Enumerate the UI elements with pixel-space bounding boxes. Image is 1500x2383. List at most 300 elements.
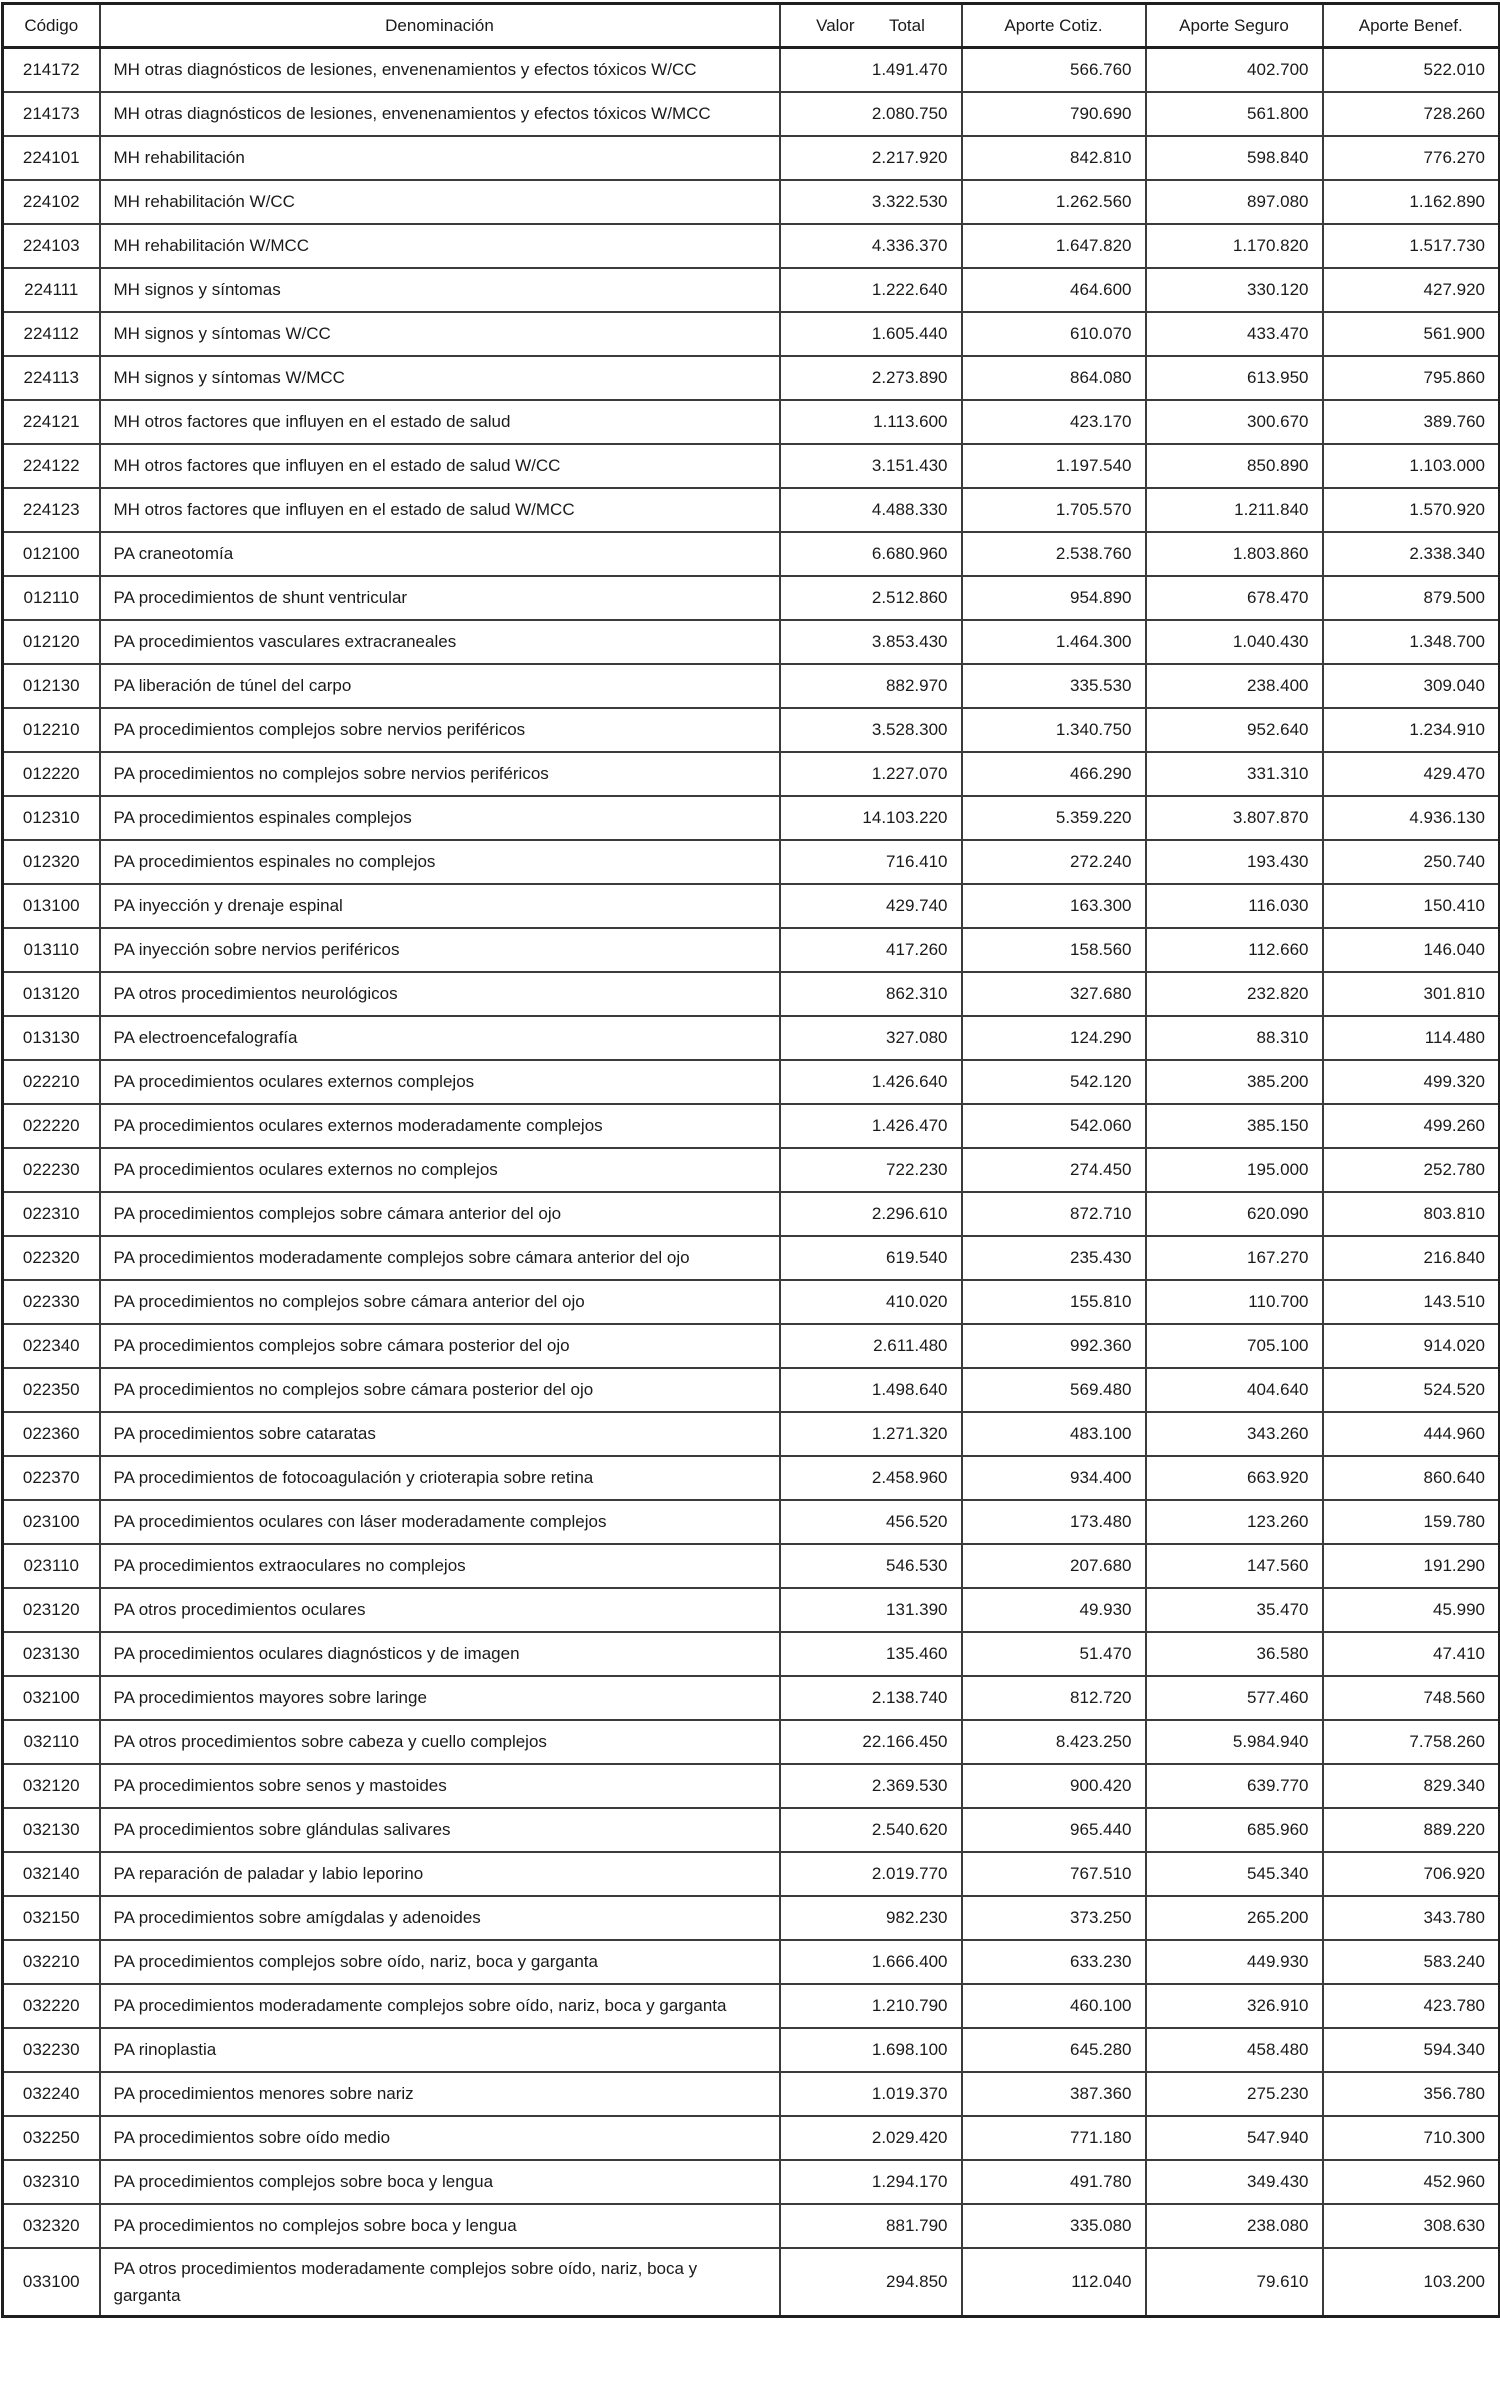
- cell-valor-total: 2.296.610: [780, 1192, 962, 1236]
- cell-aporte-seguro: 678.470: [1146, 576, 1323, 620]
- cell-codigo: 224121: [3, 400, 100, 444]
- cell-codigo: 012100: [3, 532, 100, 576]
- cell-aporte-seguro: 639.770: [1146, 1764, 1323, 1808]
- cell-codigo: 224101: [3, 136, 100, 180]
- cell-aporte-cotiz: 1.705.570: [962, 488, 1146, 532]
- cell-aporte-cotiz: 335.530: [962, 664, 1146, 708]
- cell-denominacion: PA procedimientos moderadamente complejos sobre oído, nariz, boca y garganta: [100, 1984, 780, 2028]
- cell-aporte-seguro: 79.610: [1146, 2248, 1323, 2317]
- table-row: [3, 136, 1500, 180]
- cell-aporte-benef: 114.480: [1323, 1016, 1500, 1060]
- cell-denominacion: PA procedimientos oculares con láser moderadamente complejos: [100, 1500, 780, 1544]
- table-row: [3, 1236, 1500, 1280]
- cell-aporte-seguro: 36.580: [1146, 1632, 1323, 1676]
- cell-codigo: 224123: [3, 488, 100, 532]
- header-row: [3, 4, 1500, 48]
- cell-codigo: 032110: [3, 1720, 100, 1764]
- cell-aporte-benef: 2.338.340: [1323, 532, 1500, 576]
- cell-codigo: 032310: [3, 2160, 100, 2204]
- cell-aporte-benef: 47.410: [1323, 1632, 1500, 1676]
- cell-codigo: 022370: [3, 1456, 100, 1500]
- table-row: [3, 224, 1500, 268]
- table-row: [3, 268, 1500, 312]
- cell-aporte-cotiz: 51.470: [962, 1632, 1146, 1676]
- cell-aporte-seguro: 545.340: [1146, 1852, 1323, 1896]
- cell-aporte-seguro: 705.100: [1146, 1324, 1323, 1368]
- cell-aporte-benef: 343.780: [1323, 1896, 1500, 1940]
- cell-codigo: 032250: [3, 2116, 100, 2160]
- cell-valor-total: 1.113.600: [780, 400, 962, 444]
- table-row: [3, 972, 1500, 1016]
- cell-aporte-benef: 1.103.000: [1323, 444, 1500, 488]
- cell-valor-total: 429.740: [780, 884, 962, 928]
- cell-denominacion: PA otros procedimientos neurológicos: [100, 972, 780, 1016]
- cell-valor-total: 1.271.320: [780, 1412, 962, 1456]
- cell-aporte-seguro: 88.310: [1146, 1016, 1323, 1060]
- cell-codigo: 013120: [3, 972, 100, 1016]
- table-row: [3, 1676, 1500, 1720]
- cell-aporte-seguro: 112.660: [1146, 928, 1323, 972]
- table-row: [3, 1280, 1500, 1324]
- cell-valor-total: 2.273.890: [780, 356, 962, 400]
- cell-codigo: 022340: [3, 1324, 100, 1368]
- cell-aporte-cotiz: 566.760: [962, 48, 1146, 92]
- cell-valor-total: 1.426.640: [780, 1060, 962, 1104]
- cell-valor-total: 1.666.400: [780, 1940, 962, 1984]
- cell-codigo: 032230: [3, 2028, 100, 2072]
- cell-aporte-cotiz: 934.400: [962, 1456, 1146, 1500]
- cell-denominacion: PA procedimientos complejos sobre nervios periféricos: [100, 708, 780, 752]
- cell-valor-total: 1.227.070: [780, 752, 962, 796]
- cell-denominacion: PA inyección y drenaje espinal: [100, 884, 780, 928]
- cell-codigo: 032100: [3, 1676, 100, 1720]
- table-row: [3, 1192, 1500, 1236]
- cell-denominacion: PA procedimientos complejos sobre boca y lengua: [100, 2160, 780, 2204]
- table-header: [3, 4, 1500, 48]
- cell-codigo: 224111: [3, 268, 100, 312]
- table-row: [3, 1588, 1500, 1632]
- cell-aporte-benef: 860.640: [1323, 1456, 1500, 1500]
- cell-aporte-benef: 252.780: [1323, 1148, 1500, 1192]
- cell-aporte-seguro: 232.820: [1146, 972, 1323, 1016]
- table-row: [3, 2116, 1500, 2160]
- cell-aporte-benef: 914.020: [1323, 1324, 1500, 1368]
- cell-aporte-seguro: 195.000: [1146, 1148, 1323, 1192]
- cell-aporte-seguro: 663.920: [1146, 1456, 1323, 1500]
- cell-aporte-benef: 4.936.130: [1323, 796, 1500, 840]
- table-row: [3, 1544, 1500, 1588]
- table-row: [3, 356, 1500, 400]
- cell-codigo: 022220: [3, 1104, 100, 1148]
- cell-aporte-seguro: 385.150: [1146, 1104, 1323, 1148]
- cell-denominacion: PA procedimientos no complejos sobre cámara posterior del ojo: [100, 1368, 780, 1412]
- cell-valor-total: 2.512.860: [780, 576, 962, 620]
- cell-denominacion: PA procedimientos complejos sobre cámara anterior del ojo: [100, 1192, 780, 1236]
- cell-aporte-seguro: 577.460: [1146, 1676, 1323, 1720]
- cell-codigo: 032130: [3, 1808, 100, 1852]
- cell-aporte-seguro: 547.940: [1146, 2116, 1323, 2160]
- cell-denominacion: MH otros factores que influyen en el estado de salud W/CC: [100, 444, 780, 488]
- cell-aporte-seguro: 433.470: [1146, 312, 1323, 356]
- cell-aporte-benef: 499.320: [1323, 1060, 1500, 1104]
- table-row: [3, 1016, 1500, 1060]
- cell-aporte-benef: 594.340: [1323, 2028, 1500, 2072]
- cell-aporte-cotiz: 900.420: [962, 1764, 1146, 1808]
- cell-denominacion: PA procedimientos no complejos sobre nervios periféricos: [100, 752, 780, 796]
- cell-aporte-cotiz: 1.647.820: [962, 224, 1146, 268]
- cell-valor-total: 410.020: [780, 1280, 962, 1324]
- cell-valor-total: 417.260: [780, 928, 962, 972]
- cell-aporte-cotiz: 373.250: [962, 1896, 1146, 1940]
- cell-aporte-cotiz: 464.600: [962, 268, 1146, 312]
- cell-aporte-seguro: 402.700: [1146, 48, 1323, 92]
- cell-valor-total: 2.540.620: [780, 1808, 962, 1852]
- cell-aporte-cotiz: 483.100: [962, 1412, 1146, 1456]
- cell-denominacion: PA procedimientos moderadamente complejos sobre cámara anterior del ojo: [100, 1236, 780, 1280]
- cell-codigo: 224112: [3, 312, 100, 356]
- table-row: [3, 488, 1500, 532]
- cell-valor-total: 1.294.170: [780, 2160, 962, 2204]
- cell-aporte-seguro: 1.211.840: [1146, 488, 1323, 532]
- cell-aporte-benef: 1.517.730: [1323, 224, 1500, 268]
- cell-codigo: 032240: [3, 2072, 100, 2116]
- cell-aporte-cotiz: 466.290: [962, 752, 1146, 796]
- cell-codigo: 214173: [3, 92, 100, 136]
- cell-aporte-benef: 356.780: [1323, 2072, 1500, 2116]
- cell-codigo: 023110: [3, 1544, 100, 1588]
- cell-denominacion: PA otros procedimientos sobre cabeza y cuello complejos: [100, 1720, 780, 1764]
- cell-valor-total: 1.426.470: [780, 1104, 962, 1148]
- cell-aporte-benef: 423.780: [1323, 1984, 1500, 2028]
- cell-aporte-seguro: 613.950: [1146, 356, 1323, 400]
- cell-valor-total: 2.080.750: [780, 92, 962, 136]
- cell-aporte-seguro: 116.030: [1146, 884, 1323, 928]
- table-row: [3, 2072, 1500, 2116]
- cell-aporte-cotiz: 173.480: [962, 1500, 1146, 1544]
- cell-aporte-cotiz: 207.680: [962, 1544, 1146, 1588]
- cell-denominacion: MH signos y síntomas W/MCC: [100, 356, 780, 400]
- cell-aporte-benef: 191.290: [1323, 1544, 1500, 1588]
- cell-aporte-cotiz: 872.710: [962, 1192, 1146, 1236]
- cell-aporte-benef: 829.340: [1323, 1764, 1500, 1808]
- cell-valor-total: 3.322.530: [780, 180, 962, 224]
- cell-denominacion: PA otros procedimientos oculares: [100, 1588, 780, 1632]
- cell-codigo: 013110: [3, 928, 100, 972]
- cell-codigo: 023120: [3, 1588, 100, 1632]
- cell-aporte-seguro: 265.200: [1146, 1896, 1323, 1940]
- cell-codigo: 224103: [3, 224, 100, 268]
- cell-denominacion: PA procedimientos sobre senos y mastoides: [100, 1764, 780, 1808]
- cell-denominacion: PA procedimientos complejos sobre oído, nariz, boca y garganta: [100, 1940, 780, 1984]
- cell-denominacion: PA procedimientos no complejos sobre boca y lengua: [100, 2204, 780, 2248]
- cell-denominacion: PA craneotomía: [100, 532, 780, 576]
- cell-denominacion: PA procedimientos sobre amígdalas y adenoides: [100, 1896, 780, 1940]
- table-row: [3, 1368, 1500, 1412]
- cell-valor-total: 546.530: [780, 1544, 962, 1588]
- table-row: [3, 1412, 1500, 1456]
- cell-aporte-benef: 250.740: [1323, 840, 1500, 884]
- header-valor-total: Valor Total: [780, 4, 962, 48]
- cell-denominacion: PA reparación de paladar y labio leporino: [100, 1852, 780, 1896]
- cell-aporte-benef: 710.300: [1323, 2116, 1500, 2160]
- cell-codigo: 012120: [3, 620, 100, 664]
- cell-aporte-cotiz: 124.290: [962, 1016, 1146, 1060]
- table-row: [3, 664, 1500, 708]
- cell-aporte-seguro: 385.200: [1146, 1060, 1323, 1104]
- table-row: [3, 2028, 1500, 2072]
- cell-aporte-benef: 389.760: [1323, 400, 1500, 444]
- cell-aporte-seguro: 35.470: [1146, 1588, 1323, 1632]
- table-row: [3, 312, 1500, 356]
- cell-aporte-benef: 1.162.890: [1323, 180, 1500, 224]
- cell-denominacion: PA procedimientos menores sobre nariz: [100, 2072, 780, 2116]
- cell-aporte-benef: 728.260: [1323, 92, 1500, 136]
- cell-aporte-cotiz: 155.810: [962, 1280, 1146, 1324]
- cell-denominacion: MH signos y síntomas: [100, 268, 780, 312]
- cell-valor-total: 1.698.100: [780, 2028, 962, 2072]
- cell-codigo: 224102: [3, 180, 100, 224]
- cell-valor-total: 4.488.330: [780, 488, 962, 532]
- cell-aporte-benef: 1.570.920: [1323, 488, 1500, 532]
- cell-denominacion: PA procedimientos de fotocoagulación y crioterapia sobre retina: [100, 1456, 780, 1500]
- cell-valor-total: 2.019.770: [780, 1852, 962, 1896]
- cell-codigo: 214172: [3, 48, 100, 92]
- cell-valor-total: 327.080: [780, 1016, 962, 1060]
- cell-denominacion: MH signos y síntomas W/CC: [100, 312, 780, 356]
- cell-valor-total: 881.790: [780, 2204, 962, 2248]
- cell-denominacion: PA inyección sobre nervios periféricos: [100, 928, 780, 972]
- cell-aporte-seguro: 326.910: [1146, 1984, 1323, 2028]
- cell-valor-total: 294.850: [780, 2248, 962, 2317]
- cell-denominacion: PA electroencefalografía: [100, 1016, 780, 1060]
- header-aporte-benef: Aporte Benef.: [1323, 4, 1500, 48]
- cell-valor-total: 1.498.640: [780, 1368, 962, 1412]
- cell-codigo: 012130: [3, 664, 100, 708]
- cell-aporte-benef: 522.010: [1323, 48, 1500, 92]
- table-row: [3, 576, 1500, 620]
- cell-aporte-cotiz: 112.040: [962, 2248, 1146, 2317]
- cell-aporte-seguro: 5.984.940: [1146, 1720, 1323, 1764]
- cell-codigo: 023100: [3, 1500, 100, 1544]
- cell-aporte-seguro: 123.260: [1146, 1500, 1323, 1544]
- cell-denominacion: MH otras diagnósticos de lesiones, envenenamientos y efectos tóxicos W/CC: [100, 48, 780, 92]
- cell-valor-total: 1.210.790: [780, 1984, 962, 2028]
- table-row: [3, 1808, 1500, 1852]
- header-codigo: Código: [3, 4, 100, 48]
- cell-aporte-cotiz: 1.464.300: [962, 620, 1146, 664]
- cell-valor-total: 2.458.960: [780, 1456, 962, 1500]
- cell-aporte-seguro: 110.700: [1146, 1280, 1323, 1324]
- cell-denominacion: PA procedimientos mayores sobre laringe: [100, 1676, 780, 1720]
- cell-aporte-cotiz: 569.480: [962, 1368, 1146, 1412]
- table-row: [3, 1060, 1500, 1104]
- cell-aporte-cotiz: 645.280: [962, 2028, 1146, 2072]
- cell-aporte-benef: 301.810: [1323, 972, 1500, 1016]
- cell-aporte-cotiz: 49.930: [962, 1588, 1146, 1632]
- table-row: [3, 1148, 1500, 1192]
- cell-aporte-benef: 879.500: [1323, 576, 1500, 620]
- table-row: [3, 1500, 1500, 1544]
- cell-codigo: 032320: [3, 2204, 100, 2248]
- cell-aporte-benef: 103.200: [1323, 2248, 1500, 2317]
- cell-aporte-seguro: 1.803.860: [1146, 532, 1323, 576]
- cell-denominacion: PA procedimientos de shunt ventricular: [100, 576, 780, 620]
- cell-aporte-cotiz: 542.120: [962, 1060, 1146, 1104]
- cell-codigo: 023130: [3, 1632, 100, 1676]
- cell-aporte-seguro: 561.800: [1146, 92, 1323, 136]
- cell-aporte-benef: 7.758.260: [1323, 1720, 1500, 1764]
- cell-aporte-cotiz: 812.720: [962, 1676, 1146, 1720]
- cell-valor-total: 2.611.480: [780, 1324, 962, 1368]
- cell-denominacion: PA procedimientos no complejos sobre cámara anterior del ojo: [100, 1280, 780, 1324]
- cell-aporte-cotiz: 771.180: [962, 2116, 1146, 2160]
- header-aporte-seguro: Aporte Seguro: [1146, 4, 1323, 48]
- cell-denominacion: PA procedimientos sobre oído medio: [100, 2116, 780, 2160]
- cell-codigo: 022360: [3, 1412, 100, 1456]
- cell-valor-total: 1.605.440: [780, 312, 962, 356]
- table-row: [3, 2248, 1500, 2317]
- cell-codigo: 032220: [3, 1984, 100, 2028]
- cell-aporte-cotiz: 460.100: [962, 1984, 1146, 2028]
- cell-aporte-cotiz: 272.240: [962, 840, 1146, 884]
- cell-valor-total: 456.520: [780, 1500, 962, 1544]
- cell-denominacion: PA procedimientos extraoculares no complejos: [100, 1544, 780, 1588]
- cell-denominacion: PA rinoplastia: [100, 2028, 780, 2072]
- table-row: [3, 1720, 1500, 1764]
- cell-aporte-benef: 150.410: [1323, 884, 1500, 928]
- cell-codigo: 022350: [3, 1368, 100, 1412]
- cell-valor-total: 3.853.430: [780, 620, 962, 664]
- cell-aporte-cotiz: 633.230: [962, 1940, 1146, 1984]
- cell-denominacion: PA procedimientos complejos sobre cámara posterior del ojo: [100, 1324, 780, 1368]
- cell-denominacion: PA otros procedimientos moderadamente complejos sobre oído, nariz, boca y garganta: [100, 2248, 780, 2317]
- cell-valor-total: 2.369.530: [780, 1764, 962, 1808]
- cell-aporte-seguro: 330.120: [1146, 268, 1323, 312]
- cell-aporte-cotiz: 274.450: [962, 1148, 1146, 1192]
- cell-codigo: 013130: [3, 1016, 100, 1060]
- table-row: [3, 928, 1500, 972]
- cell-valor-total: 22.166.450: [780, 1720, 962, 1764]
- cell-valor-total: 862.310: [780, 972, 962, 1016]
- cell-aporte-benef: 561.900: [1323, 312, 1500, 356]
- table-row: [3, 840, 1500, 884]
- cell-codigo: 012110: [3, 576, 100, 620]
- cell-aporte-seguro: 238.080: [1146, 2204, 1323, 2248]
- cell-aporte-cotiz: 790.690: [962, 92, 1146, 136]
- table-row: [3, 1852, 1500, 1896]
- cell-aporte-cotiz: 1.262.560: [962, 180, 1146, 224]
- cell-aporte-benef: 1.348.700: [1323, 620, 1500, 664]
- cell-codigo: 022230: [3, 1148, 100, 1192]
- cell-aporte-cotiz: 491.780: [962, 2160, 1146, 2204]
- cell-denominacion: PA procedimientos espinales complejos: [100, 796, 780, 840]
- cell-aporte-benef: 524.520: [1323, 1368, 1500, 1412]
- cell-aporte-benef: 308.630: [1323, 2204, 1500, 2248]
- table-row: [3, 708, 1500, 752]
- cell-codigo: 013100: [3, 884, 100, 928]
- cell-valor-total: 6.680.960: [780, 532, 962, 576]
- cell-codigo: 032210: [3, 1940, 100, 1984]
- cell-codigo: 033100: [3, 2248, 100, 2317]
- cell-denominacion: MH otras diagnósticos de lesiones, envenenamientos y efectos tóxicos W/MCC: [100, 92, 780, 136]
- cell-valor-total: 131.390: [780, 1588, 962, 1632]
- cell-aporte-cotiz: 864.080: [962, 356, 1146, 400]
- table-row: [3, 1764, 1500, 1808]
- cell-codigo: 224113: [3, 356, 100, 400]
- cell-aporte-seguro: 1.170.820: [1146, 224, 1323, 268]
- cell-aporte-benef: 309.040: [1323, 664, 1500, 708]
- table-row: [3, 532, 1500, 576]
- cell-valor-total: 619.540: [780, 1236, 962, 1280]
- cell-aporte-seguro: 3.807.870: [1146, 796, 1323, 840]
- cell-codigo: 012320: [3, 840, 100, 884]
- cell-denominacion: PA procedimientos sobre glándulas salivares: [100, 1808, 780, 1852]
- cell-aporte-seguro: 1.040.430: [1146, 620, 1323, 664]
- cell-aporte-benef: 1.234.910: [1323, 708, 1500, 752]
- cell-codigo: 224122: [3, 444, 100, 488]
- cell-denominacion: MH otros factores que influyen en el estado de salud W/MCC: [100, 488, 780, 532]
- cell-valor-total: 135.460: [780, 1632, 962, 1676]
- cell-aporte-cotiz: 1.197.540: [962, 444, 1146, 488]
- cell-aporte-benef: 889.220: [1323, 1808, 1500, 1852]
- cell-aporte-cotiz: 2.538.760: [962, 532, 1146, 576]
- cell-aporte-benef: 795.860: [1323, 356, 1500, 400]
- cell-aporte-seguro: 458.480: [1146, 2028, 1323, 2072]
- cell-valor-total: 2.029.420: [780, 2116, 962, 2160]
- cell-aporte-cotiz: 965.440: [962, 1808, 1146, 1852]
- cell-denominacion: PA procedimientos oculares externos no complejos: [100, 1148, 780, 1192]
- cell-aporte-benef: 444.960: [1323, 1412, 1500, 1456]
- cell-codigo: 032120: [3, 1764, 100, 1808]
- cell-aporte-seguro: 598.840: [1146, 136, 1323, 180]
- table-row: [3, 1324, 1500, 1368]
- cell-codigo: 032150: [3, 1896, 100, 1940]
- cell-aporte-seguro: 193.430: [1146, 840, 1323, 884]
- cell-denominacion: PA procedimientos vasculares extracraneales: [100, 620, 780, 664]
- cell-codigo: 022310: [3, 1192, 100, 1236]
- cell-denominacion: PA procedimientos sobre cataratas: [100, 1412, 780, 1456]
- cell-aporte-benef: 143.510: [1323, 1280, 1500, 1324]
- cell-aporte-seguro: 343.260: [1146, 1412, 1323, 1456]
- cell-valor-total: 722.230: [780, 1148, 962, 1192]
- cell-aporte-cotiz: 610.070: [962, 312, 1146, 356]
- cell-codigo: 022330: [3, 1280, 100, 1324]
- cell-valor-total: 3.528.300: [780, 708, 962, 752]
- table-row: [3, 92, 1500, 136]
- cell-aporte-seguro: 331.310: [1146, 752, 1323, 796]
- cell-aporte-cotiz: 158.560: [962, 928, 1146, 972]
- cell-aporte-benef: 499.260: [1323, 1104, 1500, 1148]
- cell-aporte-seguro: 167.270: [1146, 1236, 1323, 1280]
- cell-valor-total: 1.222.640: [780, 268, 962, 312]
- cell-denominacion: PA liberación de túnel del carpo: [100, 664, 780, 708]
- cell-denominacion: MH otros factores que influyen en el estado de salud: [100, 400, 780, 444]
- table-row: [3, 400, 1500, 444]
- cell-aporte-cotiz: 954.890: [962, 576, 1146, 620]
- table-body: [3, 48, 1500, 2317]
- table-row: [3, 1104, 1500, 1148]
- cell-valor-total: 2.217.920: [780, 136, 962, 180]
- cell-codigo: 032140: [3, 1852, 100, 1896]
- cell-codigo: 022210: [3, 1060, 100, 1104]
- cell-aporte-benef: 146.040: [1323, 928, 1500, 972]
- table-row: [3, 1896, 1500, 1940]
- cell-valor-total: 2.138.740: [780, 1676, 962, 1720]
- cell-aporte-cotiz: 235.430: [962, 1236, 1146, 1280]
- cell-valor-total: 1.491.470: [780, 48, 962, 92]
- cell-codigo: 012310: [3, 796, 100, 840]
- cell-aporte-seguro: 952.640: [1146, 708, 1323, 752]
